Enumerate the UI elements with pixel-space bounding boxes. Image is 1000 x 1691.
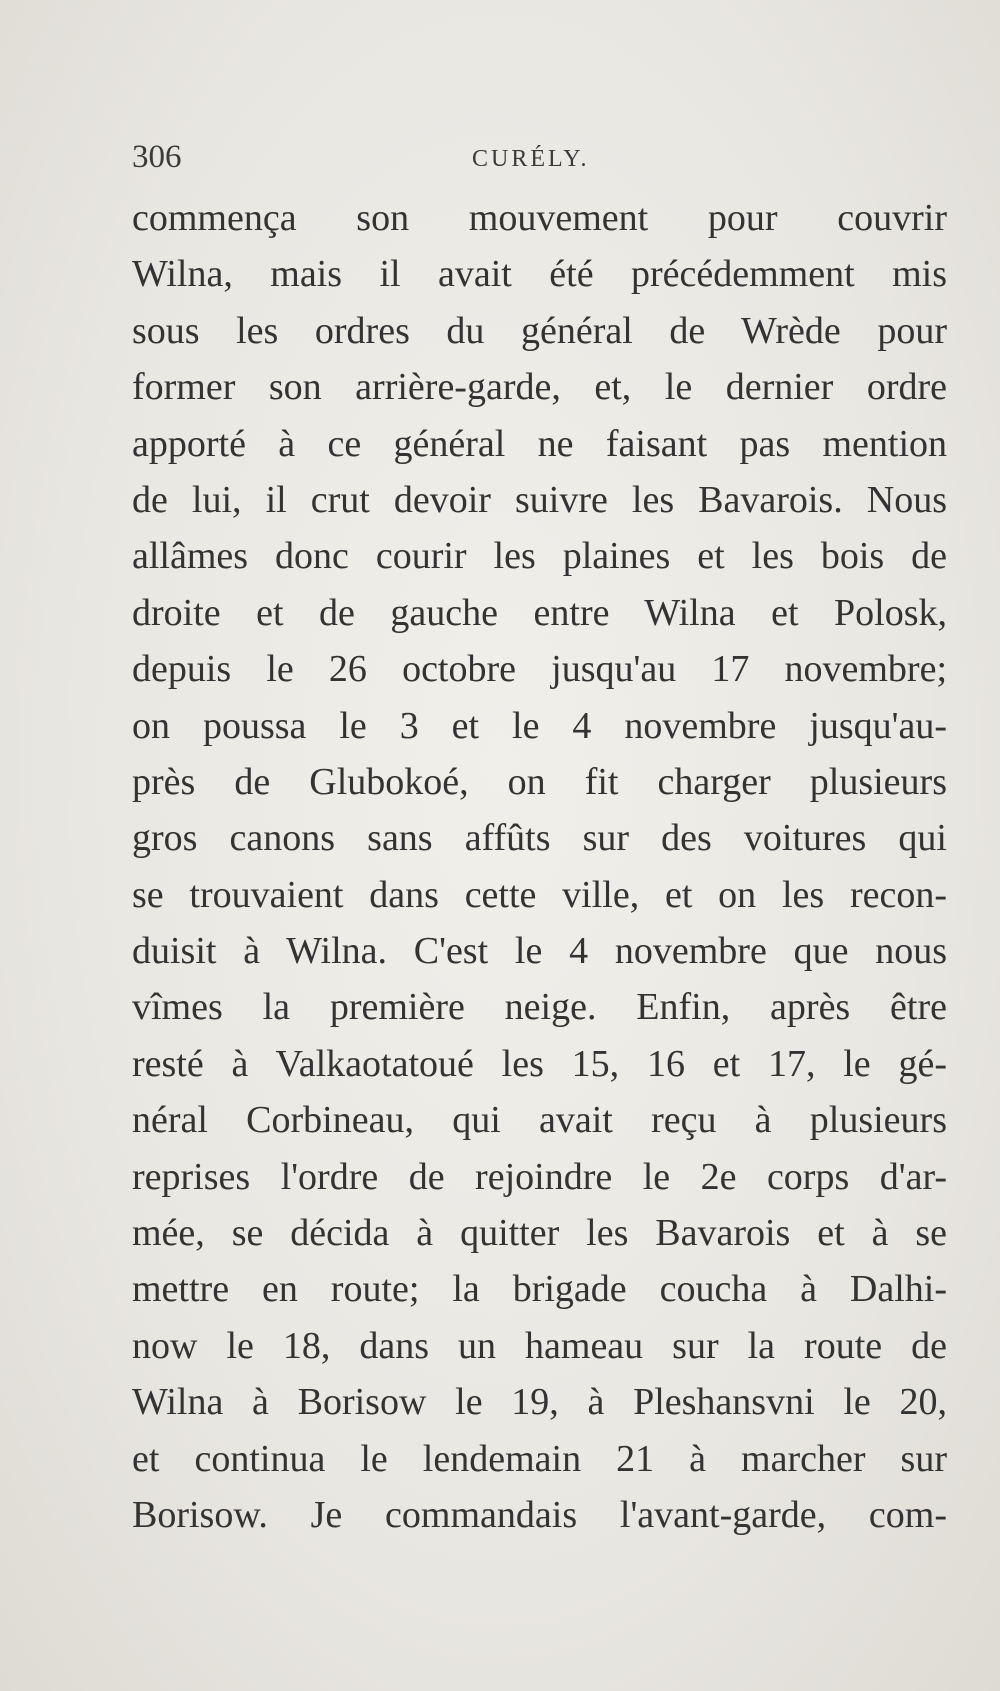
text-line: droite et de gauche entre Wilna et Polosk, [132, 591, 947, 634]
text-line: néral Corbineau, qui avait reçu à plusieurs [132, 1099, 947, 1142]
text-line: et continua le lendemain 21 à marcher sur [132, 1437, 947, 1480]
text-line: duisit à Wilna. C'est le 4 novembre que nous [132, 930, 947, 973]
text-line: on poussa le 3 et le 4 novembre jusqu'au- [132, 704, 947, 747]
text-line: gros canons sans affûts sur des voitures qui [132, 817, 947, 860]
text-line: Wilna à Borisow le 19, à Pleshansvni le 20, [132, 1381, 947, 1424]
text-line: now le 18, dans un hameau sur la route de [132, 1324, 947, 1367]
text-line: Borisow. Je commandais l'avant-garde, com- [132, 1493, 947, 1536]
text-line: apporté à ce général ne faisant pas mention [132, 422, 947, 465]
text-line: mée, se décida à quitter les Bavarois et à se [132, 1212, 947, 1255]
text-line: Wilna, mais il avait été précédemment mis [132, 253, 947, 296]
running-head: CURÉLY. [472, 146, 590, 172]
page-header [132, 132, 947, 182]
text-line: resté à Valkaotatoué les 15, 16 et 17, le gé- [132, 1042, 947, 1085]
text-line: allâmes donc courir les plaines et les bois de [132, 535, 947, 578]
text-line: se trouvaient dans cette ville, et on les recon- [132, 873, 947, 916]
text-line: vîmes la première neige. Enfin, après être [132, 986, 947, 1029]
text-line: reprises l'ordre de rejoindre le 2e corps d'ar- [132, 1155, 947, 1198]
text-line: près de Glubokoé, on fit charger plusieurs [132, 760, 947, 803]
page-number: 306 [132, 139, 182, 175]
text-line: former son arrière-garde, et, le dernier ordre [132, 366, 947, 409]
text-line: mettre en route; la brigade coucha à Dalhi- [132, 1268, 947, 1311]
text-line: de lui, il crut devoir suivre les Bavarois. Nous [132, 478, 947, 521]
text-line: sous les ordres du général de Wrède pour [132, 309, 947, 352]
body-text [132, 190, 947, 1543]
text-line: depuis le 26 octobre jusqu'au 17 novembre; [132, 648, 947, 691]
text-line: commença son mouvement pour couvrir [132, 197, 947, 239]
